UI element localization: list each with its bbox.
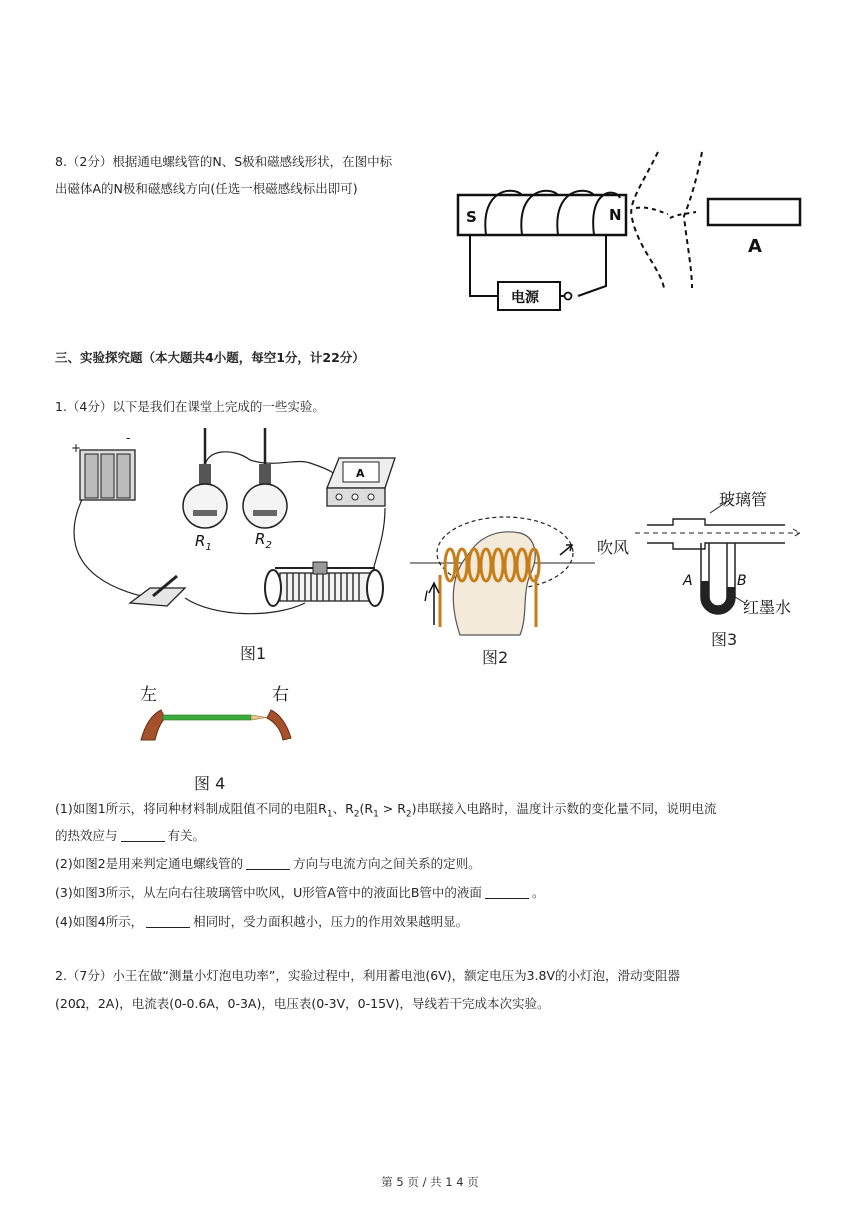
right-label: 右 bbox=[272, 685, 289, 705]
u-tube-inner bbox=[709, 543, 727, 606]
flask-r2 bbox=[243, 428, 287, 528]
figure-4-caption: 图 4 bbox=[194, 774, 226, 793]
field-line-right bbox=[684, 152, 702, 288]
q8-line2: 出磁体A的N极和磁感线方向(任选一根磁感线标出即可) bbox=[55, 181, 358, 196]
q1-intro: 1.（4分）以下是我们在课堂上完成的一些实验。 bbox=[55, 399, 325, 414]
flask-r1 bbox=[183, 428, 227, 528]
figure-3-caption: 图3 bbox=[711, 630, 738, 649]
r2-label: $R_2$ bbox=[255, 530, 272, 551]
q8-line1: 8.（2分）根据通电螺线管的N、S极和磁感线形状，在图中标 bbox=[55, 154, 393, 169]
figure-2-caption: 图2 bbox=[482, 648, 509, 667]
q1-part4: (4)如图4所示， 相同时，受力面积越小，压力的作用效果越明显。 bbox=[55, 914, 469, 929]
q2-line2: (20Ω，2A)，电流表(0-0.6A，0-3A)，电压表(0-3V，0-15V)，导线若干完成本次实验。 bbox=[55, 996, 550, 1011]
pencil-tip bbox=[251, 715, 267, 720]
ammeter bbox=[327, 458, 395, 506]
battery-plus: + bbox=[71, 441, 82, 455]
pencil-body bbox=[163, 715, 251, 720]
solenoid-n-label: N bbox=[609, 206, 622, 224]
r1-label: $R_1$ bbox=[195, 532, 212, 553]
q2-line1: 2.（7分）小王在做“测量小灯泡电功率”，实验过程中，利用蓄电池(6V)，额定电压为3.8V的小灯泡，滑动变阻器 bbox=[55, 968, 681, 983]
answer-blank-3[interactable] bbox=[485, 886, 529, 899]
ammeter-label: A bbox=[356, 467, 365, 480]
current-label: I bbox=[424, 589, 429, 605]
switch-contact bbox=[565, 293, 572, 300]
field-arrow bbox=[560, 545, 572, 555]
figure-1-circuit bbox=[55, 428, 405, 638]
page-footer: 第 5 页 / 共 1 4 页 bbox=[381, 1175, 479, 1189]
solenoid-coil bbox=[485, 191, 620, 235]
power-label: 电源 bbox=[511, 290, 539, 306]
tube-a-label: A bbox=[683, 573, 693, 589]
red-ink bbox=[701, 581, 735, 614]
q1-part2: (2)如图2是用来判定通电螺线管的 方向与电流方向之间关系的定则。 bbox=[55, 856, 481, 871]
red-ink-label: 红墨水 bbox=[743, 598, 792, 617]
right-finger bbox=[267, 710, 291, 740]
field-line-short bbox=[636, 208, 696, 218]
q8-solenoid-figure bbox=[440, 148, 820, 313]
answer-blank-2[interactable] bbox=[246, 857, 290, 870]
rheostat bbox=[265, 562, 383, 606]
q1-part1-line2: 的热效应与 有关。 bbox=[55, 828, 206, 843]
knife-switch bbox=[130, 576, 185, 606]
solenoid-body bbox=[458, 195, 626, 235]
battery-minus: - bbox=[126, 431, 131, 445]
left-label: 左 bbox=[140, 685, 157, 705]
left-finger bbox=[141, 710, 165, 740]
answer-blank-1[interactable] bbox=[121, 829, 165, 842]
figure-1-caption: 图1 bbox=[240, 644, 267, 663]
figure-4-pencil bbox=[135, 680, 305, 745]
section-title: 三、实验探究题（本大题共4小题，每空1分，计22分） bbox=[55, 350, 365, 365]
glass-tube bbox=[647, 519, 785, 549]
battery-pack bbox=[71, 431, 135, 500]
air-flow-arrow bbox=[635, 529, 800, 537]
blow-label: 吹风 bbox=[597, 538, 630, 557]
figure-3-u-tube bbox=[595, 485, 815, 625]
glass-tube-label: 玻璃管 bbox=[719, 490, 768, 509]
hand-shape bbox=[453, 532, 535, 635]
figure-2-right-hand-rule bbox=[410, 505, 595, 645]
q1-part1-line1: (1)如图1所示，将同种材料制成阻值不同的电阻$R_1$、$R_2(R_1 > R_2)$串联接入电路时，温度计示数的变化量不同，说明电流 bbox=[55, 801, 717, 820]
magnet-a bbox=[708, 199, 800, 225]
answer-blank-4[interactable] bbox=[146, 915, 190, 928]
current-arrow bbox=[429, 583, 439, 625]
solenoid-s-label: S bbox=[466, 208, 477, 226]
tube-b-label: B bbox=[737, 573, 747, 589]
q1-part3: (3)如图3所示，从左向右往玻璃管中吹风，U形管A管中的液面比B管中的液面 。 bbox=[55, 885, 545, 900]
field-line-left bbox=[631, 152, 664, 288]
magnet-a-label: A bbox=[748, 236, 762, 257]
